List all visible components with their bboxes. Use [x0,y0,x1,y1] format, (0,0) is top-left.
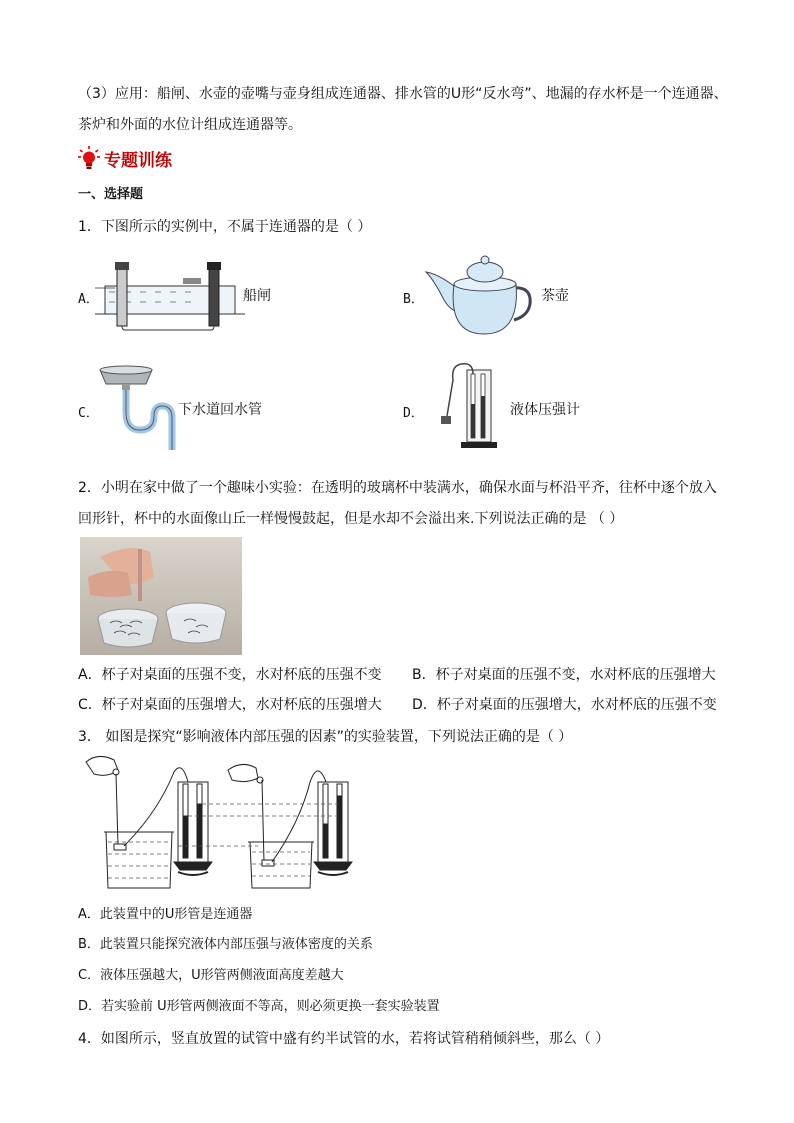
q3-stem: 3． 如图是探究“影响液体内部压强的因素”的实验装置，下列说法正确的是（ ） [78,729,573,745]
paperclip-cup-photo [80,537,242,655]
lightbulb-icon [78,145,100,171]
q3-option-d: D．若实验前 U形管两侧液面不等高，则必须更换一套实验装置 [78,999,440,1014]
q2-stem-line-2: 回形针，杯中的水面像山丘一样慢慢鼓起，但是水却不会溢出来.下列说法正确的是 （ ） [78,511,624,527]
q1-option-b-letter: B． [403,292,424,307]
drain-trap-figure [96,362,178,450]
section-heading-text: 专题训练 [104,150,172,171]
q1-option-c-caption: 下水道回水管 [178,402,262,418]
q3-option-a: A．此装置中的U形管是连通器 [78,907,253,922]
q2-option-d: D．杯子对桌面的压强增大，水对杯底的压强不变 [412,697,717,713]
q3-option-c: C．液体压强越大，U形管两侧液面高度差越大 [78,968,344,983]
q1-option-d-caption: 液体压强计 [510,402,580,418]
intro-line-2: 茶炉和外面的水位计组成连通器等。 [78,117,302,133]
q1-option-a-letter: A． [78,292,99,307]
q1-option-b-caption: 茶壶 [541,288,569,304]
q2-stem-line-1: 2．小明在家中做了一个趣味小实验：在透明的玻璃杯中装满水，确保水面与杯沿平齐，往杯中逐个放入 [78,480,717,496]
q1-option-a-caption: 船闸 [243,288,271,304]
teapot-figure [424,250,540,336]
ship-lock-figure [95,258,245,333]
q1-option-c-letter: C． [78,406,99,421]
q1-stem: 1．下图所示的实例中，不属于连通器的是（ ） [78,219,372,235]
q1-option-d-letter: D． [403,406,424,421]
q2-option-a: A．杯子对桌面的压强不变，水对杯底的压强不变 [78,667,382,683]
pressure-gauge-figure [435,360,500,455]
q2-option-b: B．杯子对桌面的压强不变，水对杯底的压强增大 [412,667,716,683]
intro-line-1: （3）应用：船闸、水壶的壶嘴与壶身组成连通器、排水管的U形“反水弯”、地漏的存水杯是一个连通器、 [78,86,728,102]
q2-option-c: C．杯子对桌面的压强增大，水对杯底的压强增大 [78,697,382,713]
section-heading [78,145,172,171]
liquid-pressure-apparatus-figure [78,752,358,894]
q4-stem: 4．如图所示，竖直放置的试管中盛有约半试管的水，若将试管稍稍倾斜些，那么（ ） [78,1031,610,1047]
part-title: 一、选择题 [78,187,144,202]
q3-option-b: B．此装置只能探究液体内部压强与液体密度的关系 [78,937,373,952]
